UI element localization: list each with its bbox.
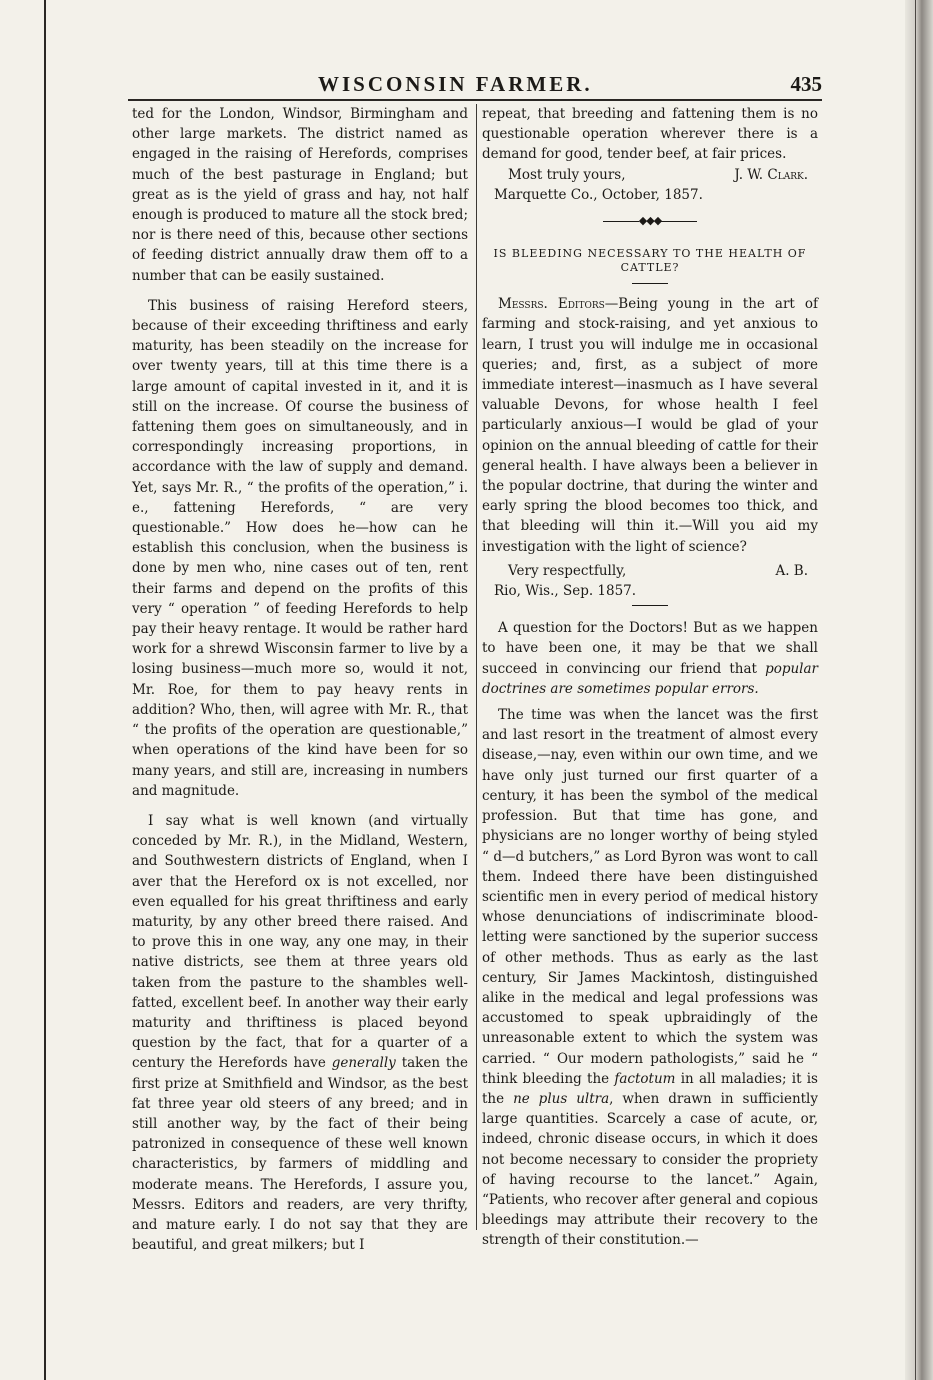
page-header (128, 70, 822, 100)
section-ornament: ◆◆◆ (482, 211, 818, 231)
letter-signature: A. B. (775, 562, 808, 579)
heading-rule (632, 283, 668, 284)
signature: J. W. Clark. (734, 166, 808, 183)
divider-rule (632, 605, 668, 606)
column-divider (476, 104, 477, 1230)
paragraph: This business of raising Hereford steers, because of their exceeding thriftiness and early maturity, has been steadily on the increase for over twenty years, till at this time there is a large amount of capital invested in it, and it is still on the increase. Of course the business of fattening them goes on simultaneously, and in correspondingly increasing proportions, in accordance with the law of supply and demand. Yet, says Mr. R., “ the profits of the operation,” i. e., fattening Herefords, “ are very questionable.” How does he—how can he establish this conclusion, when the business is done by men who, nine cases out of ten, rent their farms and depend on the profits of this very “ operation ” of feeding Herefords to help pay their heavy rentage. It would be rather hard work for a shrewd Wisconsin farmer to live by a losing business—much more so, would it not, Mr. Roe, for them to pay heavy rents in addition? Who, then, will agree with Mr. R., that “ the profits of the operation are questionable,” when operations of the kind have been for so many years, and still are, increasing in numbers and magnitude. (132, 297, 468, 799)
signature-line (482, 165, 818, 185)
header-rule (128, 99, 822, 101)
right-column (482, 104, 818, 1251)
letter-signature-line (482, 561, 818, 581)
section-heading: IS BLEEDING NECESSARY TO THE HEALTH OF CATTLE? (493, 247, 807, 275)
letter-paragraph: Messrs. Editors—Being young in the art of farming and stock-raising, and yet anxious to learn, I trust you will indulge me in occasional queries; and, first, as a subject of more immediate interest—inasmuch as I have several valuable Devons, for whose health I feel particularly anxious—I would be glad of your opinion on the annual bleeding of cattle for their general health. I have always been a believer in the popular doctrine, that during the winter and early spring the blood becomes too thick, and that bleeding will thin it.—Will you aid my investigation with the light of science? (482, 296, 818, 555)
running-title: WISCONSIN FARMER. (318, 72, 593, 96)
left-column (132, 104, 468, 1255)
letter-closing: Very respectfully, (508, 562, 627, 579)
paragraph: The time was when the lancet was the first and last resort in the treatment of almost every disease,—nay, even within our own time, and we have only just turned our first quarter of a century, it has been the symbol of the medical profession. But that time has gone, and physicians are no longer worthy of being styled “ d—d butchers,” as Lord Byron was wont to call them. Indeed there have been distinguished scientific men in every period of medical history whose denunciations of indiscriminate blood-letting were sanctioned by the superior success of other methods. Thus as early as the last century, Sir James Mackintosh, distinguished alike in the medical and legal professions was accustomed to speak upbraidingly of the unreasonable extent to which the system was carried. “ Our modern pathologists,” said he “ think bleeding the factotum in all maladies; it is the ne plus ultra, when drawn in sufficiently large quantities. Scarcely a case of acute, or, indeed, chronic disease occurs, in which it does not become necessary to consider the propriety of having recourse to the lancet.” Again, “Patients, who recover after general and copious bleedings may attribute their recovery to the strength of their constitution.— (482, 707, 819, 1249)
page-edge (905, 0, 933, 1380)
paragraph: repeat, that breeding and fattening them is no questionable operation wherever there is a demand for good, tender beef, at fair prices. (482, 106, 818, 163)
paragraph: I say what is well known (and virtually conceded by Mr. R.), in the Midland, Western, and Southwestern districts of England, when I aver that the Hereford ox is not excelled, nor even equalled for his great thriftiness and early maturity, by any other breed there raised. And to prove this in one way, any one may, in their native districts, see them at three years old taken from the pasture to the shambles well-fatted, excellent beef. In another way their early maturity and thriftiness is placed beyond question by the fact, that for a quarter of a century the Herefords have generally taken the first prize at Smithfield and Windsor, as the best fat three year old steers of any breed; and in still another way, by the fact of their being patronized in consequence of these well known characteristics, by farmers of middling and moderate means. The Herefords, I assure you, Messrs. Editors and readers, are very thrifty, and mature early. I do not say that they are beautiful, and great milkers; but I (132, 812, 469, 1254)
paragraph: A question for the Doctors! But as we happen to have been one, it may be that we shall succeed in convincing our friend that popular doctrines are sometimes popular errors. (482, 620, 818, 697)
letter-dateline: Rio, Wis., Sep. 1857. (494, 583, 637, 600)
binding-gutter-line (44, 0, 46, 1380)
paragraph: ted for the London, Windsor, Birmingham and other large markets. The district named as engaged in the raising of Herefords, comprises much of the best pasturage in England; but great as is the yield of grass and hay, not half enough is produced to mature all the stock bred; nor is there need of this, because other sections of feeding district annually draw them off to a number that can be easily sustained. (132, 106, 468, 284)
dateline: Marquette Co., October, 1857. (494, 186, 703, 203)
salutation: Messrs. Editors (498, 296, 605, 313)
closing: Most truly yours, (508, 166, 626, 183)
page-number: 435 (790, 72, 822, 96)
